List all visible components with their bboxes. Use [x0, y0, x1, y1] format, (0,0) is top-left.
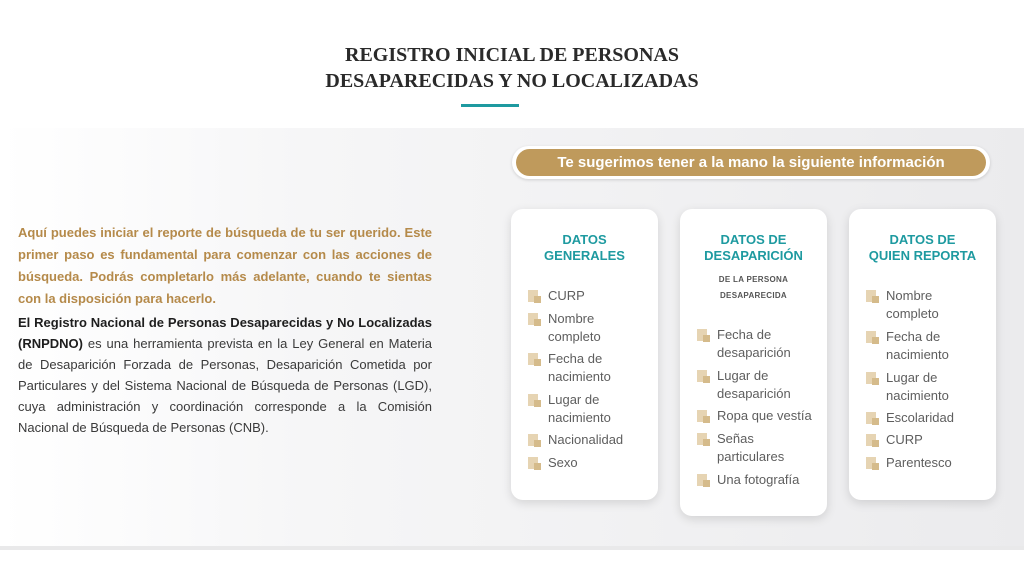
document-icon	[528, 313, 541, 326]
document-icon	[697, 410, 710, 423]
suggestion-banner	[512, 146, 990, 179]
list-item-label: Sexo	[548, 455, 578, 470]
page-title	[0, 42, 1024, 94]
title-underline	[461, 104, 519, 107]
bottom-divider	[0, 546, 1024, 550]
list-item-label: Lugar de nacimiento	[886, 370, 949, 403]
card-subtitle-line2: DESAPARECIDA	[719, 291, 787, 300]
list-item-label: Lugar de desaparición	[717, 368, 791, 401]
list-item-label: Nombre completo	[886, 288, 939, 321]
document-icon	[866, 372, 879, 385]
document-icon	[528, 457, 541, 470]
document-icon	[866, 434, 879, 447]
list-item-label: Ropa que vestía	[717, 408, 812, 423]
card-title-line2: QUIEN REPORTA	[868, 248, 977, 263]
document-icon	[528, 394, 541, 407]
page-title-line1: REGISTRO INICIAL DE PERSONAS	[345, 44, 679, 66]
list-item-label: Fecha de desaparición	[717, 327, 791, 360]
document-icon	[866, 331, 879, 344]
document-icon	[528, 434, 541, 447]
document-icon	[697, 433, 710, 446]
document-icon	[866, 412, 879, 425]
list-item-label: Lugar de nacimiento	[548, 392, 611, 425]
card-title	[680, 232, 827, 264]
card-title-line2: DESAPARICIÓN	[704, 248, 803, 263]
document-icon	[697, 474, 710, 487]
card-title	[511, 232, 658, 264]
list-item-label: CURP	[886, 432, 923, 447]
card-datos-quien-reporta	[849, 209, 996, 500]
description-bold: El Registro Nacional de Personas Desaparecidas y No Localizadas (RNPDNO)	[18, 315, 432, 351]
list-item-label: Fecha de nacimiento	[548, 351, 611, 384]
description-rest: es una herramienta prevista en la Ley General en Materia de Desaparición Forzada de Personas, Desaparición Cometida por Particulares y del Sistema Nacional de Búsqueda de Personas (LGD), cuya administración y coordinación corresponde a la Comisión Nacional de Búsqueda de Personas (CNB).	[18, 336, 432, 435]
suggestion-banner-label: Te sugerimos tener a la mano la siguiente información	[516, 149, 986, 176]
list-item-label: Fecha de nacimiento	[886, 329, 949, 362]
card-title	[849, 232, 996, 264]
card-datos-desaparicion	[680, 209, 827, 516]
card-subtitle-line1: DE LA PERSONA	[718, 275, 789, 284]
list-item-label: Señas particulares	[717, 431, 785, 464]
page-title-line2: DESAPARECIDAS Y NO LOCALIZADAS	[325, 70, 699, 92]
card-title-line1: DATOS DE	[889, 232, 956, 247]
bottom-strip	[0, 546, 1024, 576]
card-title-line1: DATOS	[562, 232, 607, 247]
card-subtitle	[680, 272, 827, 304]
document-icon	[528, 290, 541, 303]
description-text	[18, 312, 432, 438]
intro-text: Aquí puedes iniciar el reporte de búsqueda de tu ser querido. Este primer paso es fundamental para comenzar con las acciones de búsqueda. Podrás completarlo más adelante, cuando te sientas con la disposición para hacerlo.	[18, 225, 432, 306]
card-title-line1: DATOS DE	[720, 232, 787, 247]
document-icon	[697, 329, 710, 342]
card-datos-generales	[511, 209, 658, 500]
document-icon	[697, 370, 710, 383]
list-item-label: Parentesco	[886, 455, 952, 470]
document-icon	[528, 353, 541, 366]
list-item-label: CURP	[548, 288, 585, 303]
list-item-label: Nacionalidad	[548, 432, 624, 447]
document-icon	[866, 290, 879, 303]
document-icon	[866, 457, 879, 470]
list-item-label: Escolaridad	[886, 410, 954, 425]
list-item-label: Una fotografía	[717, 472, 800, 487]
card-title-line2: GENERALES	[544, 248, 625, 263]
list-item-label: Nombre completo	[548, 311, 601, 344]
